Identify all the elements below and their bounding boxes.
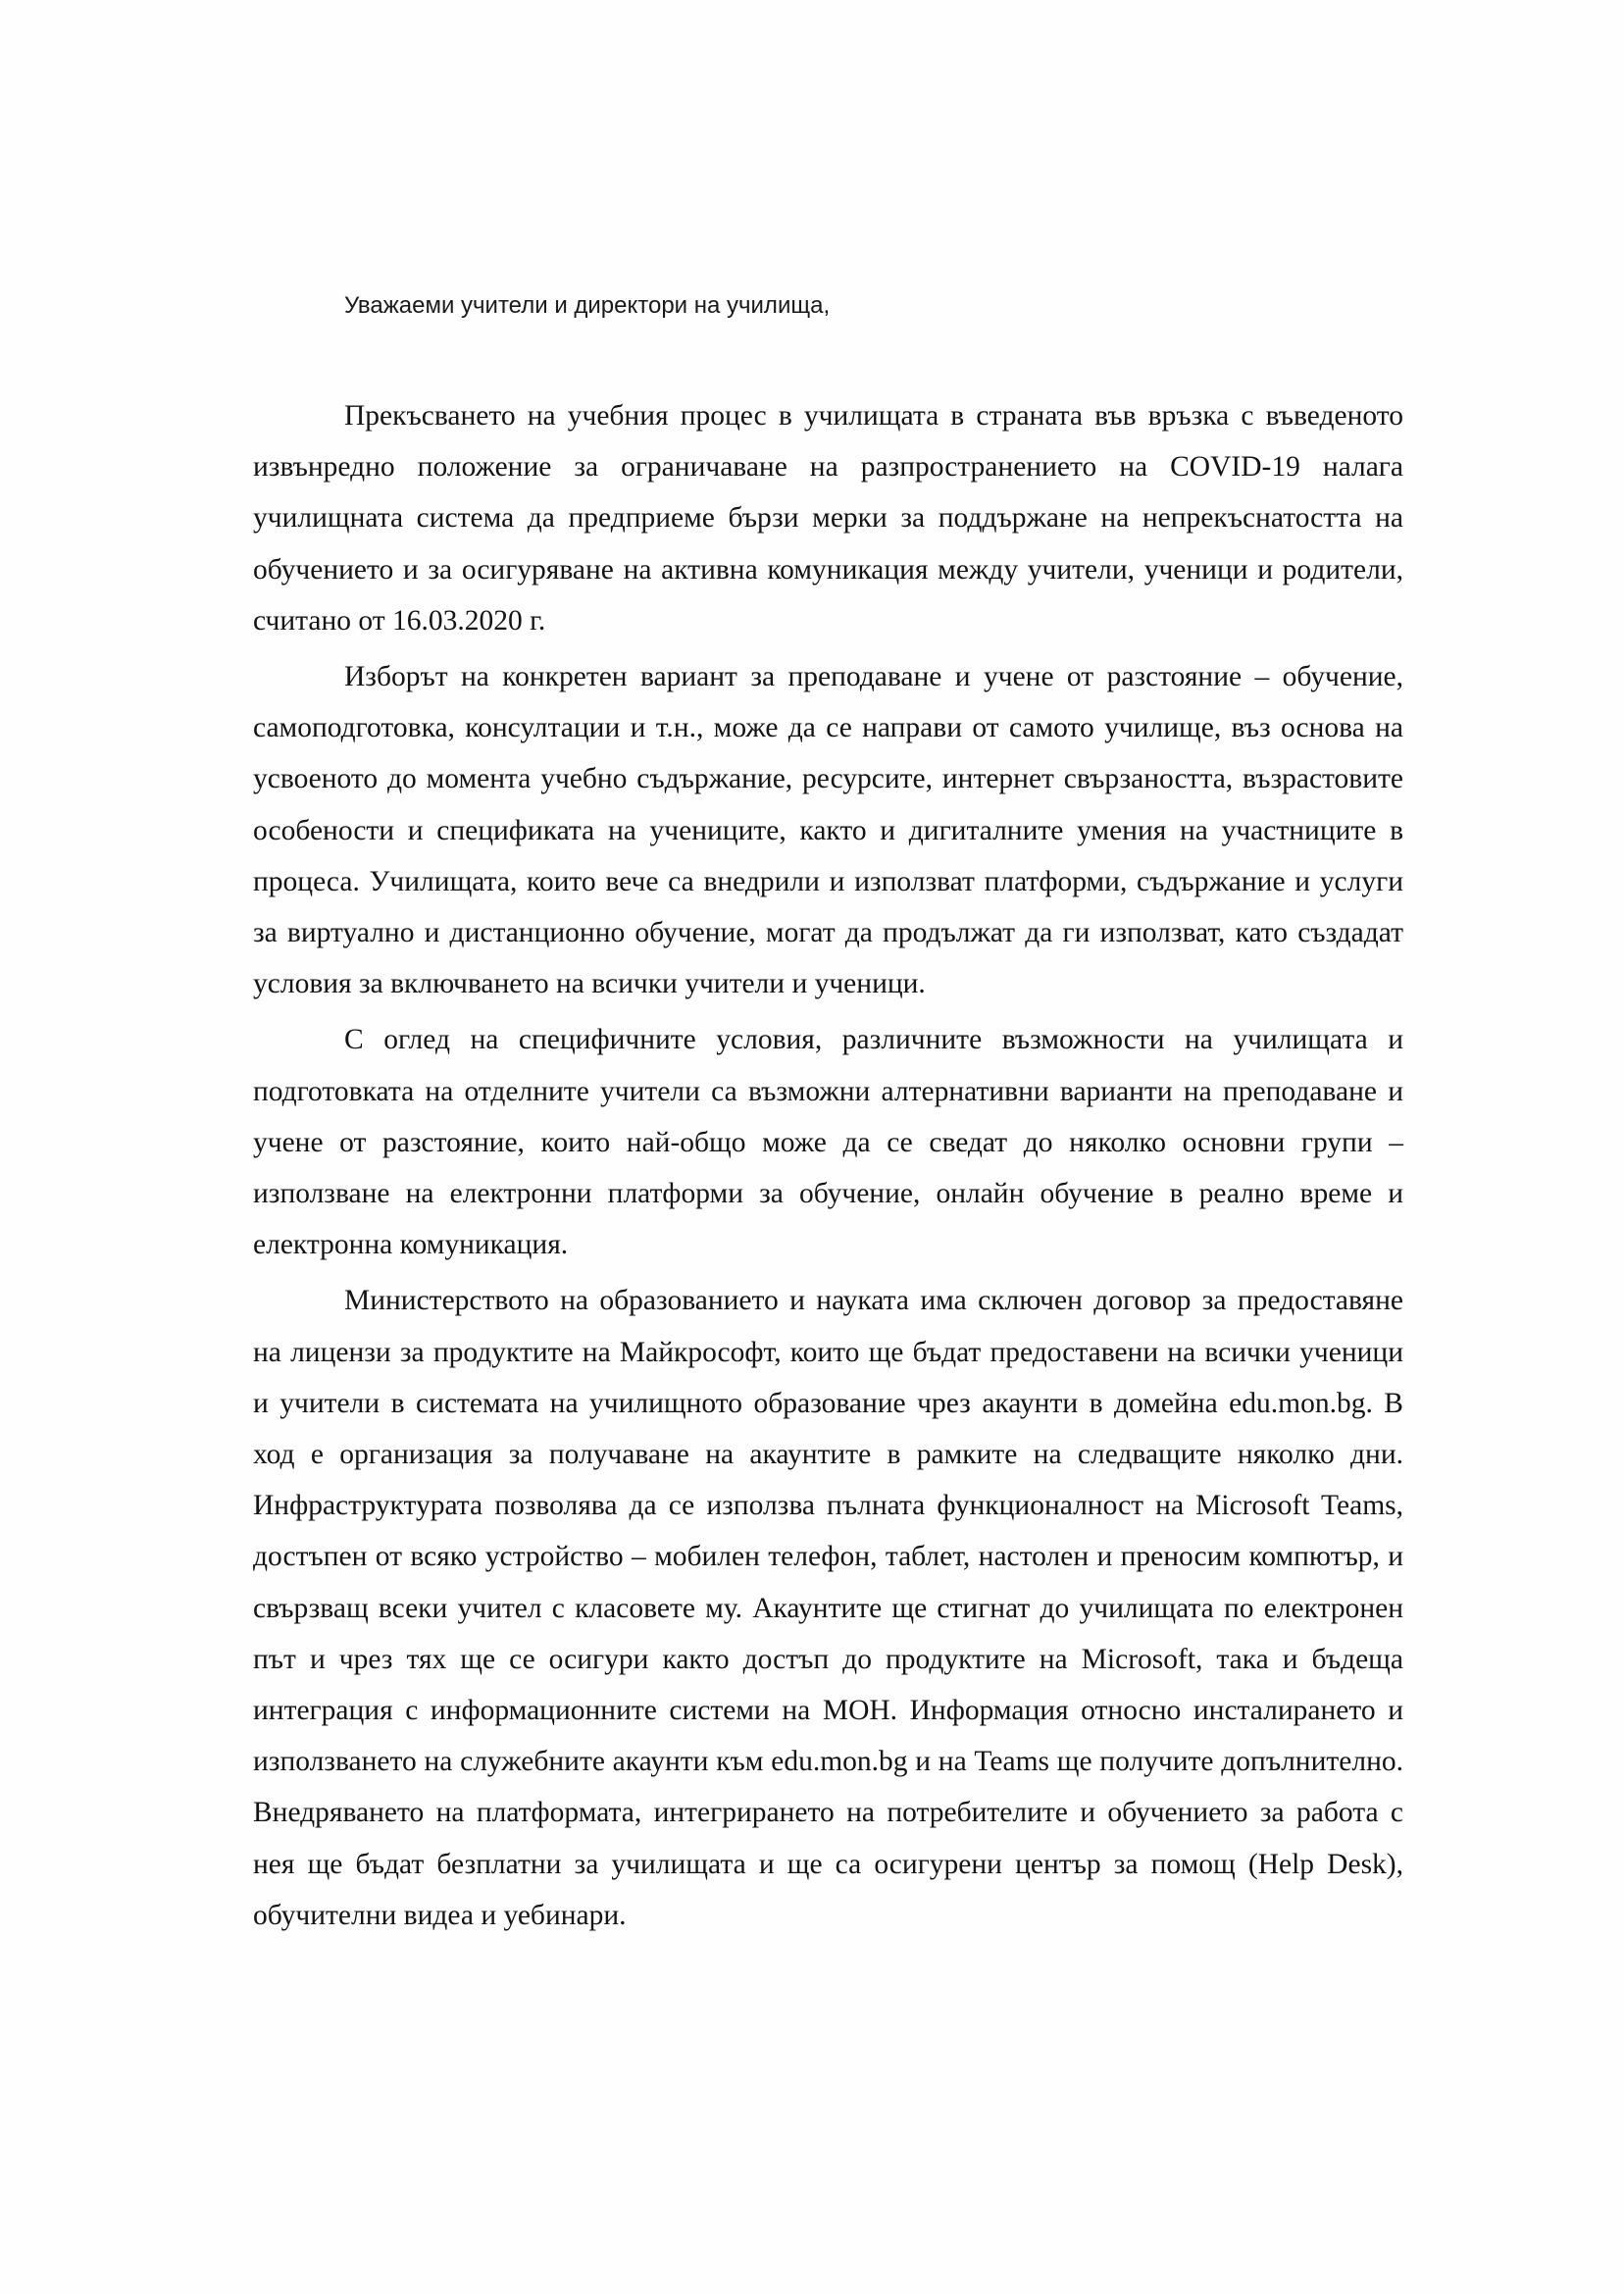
letter-body: [253, 390, 1403, 1946]
paragraph-covid-interruption: Прекъсването на учебния процес в училищата в страната във връзка с въведеното извънредно положение за ограничаване на разпространението на COVID-19 налага училищната система да предприеме бързи мерки за поддържане на непрекъснатостта на обучението и за осигуряване на активна комуникация между учители, ученици и родители, считано от 16.03.2020 г.: [253, 400, 1403, 637]
paragraph-microsoft-teams: Министерството на образованието и науката има сключен договор за предоставяне на лицензи за продуктите на Майкрософт, които ще бъдат предоставени на всички ученици и учители в системата на училищното образование чрез акаунти в домейна edu.mon.bg. В ход е организация за получаване на акаунтите в рамките на следващите няколко дни. Инфраструктурата позволява да се използва пълната функционалност на Microsoft Teams, достъпен от всяко устройство – мобилен телефон, таблет, настолен и преносим компютър, и свързващ всеки учител с класовете му. Акаунтите ще стигнат до училищата по електронен път и чрез тях ще се осигури както достъп до продуктите на Microsoft, така и бъдеща интеграция с информационните системи на МОН. Информация относно инсталирането и използването на служебните акаунти към edu.mon.bg и на Teams ще получите допълнително. Внедряването на платформата, интегрирането на потребителите и обучението за работа с нея ще бъдат безплатни за училищата и ще са осигурени център за помощ (Help Desk), обучителни видеа и уебинари.: [253, 1285, 1403, 1931]
paragraph-alternative-variants: С оглед на специфичните условия, различните възможности на училищата и подготовката на отделните учители са възможни алтернативни варианти на преподаване и учене от разстояние, които най-общо може да се сведат до няколко основни групи – използване на електронни платформи за обучение, онлайн обучение в реално време и електронна комуникация.: [253, 1024, 1403, 1261]
paragraph-distance-learning-options: Изборът на конкретен вариант за преподаване и учене от разстояние – обучение, самоподготовка, консултации и т.н., може да се направи от самото училище, въз основа на усвоеното до момента учебно съдържание, ресурсите, интернет свързаността, възрастовите особености и спецификата на учениците, както и дигиталните умения на участниците в процеса. Училищата, които вече са внедрили и използват платформи, съдържание и услуги за виртуално и дистанционно обучение, могат да продължат да ги използват, като създадат условия за включването на всички учители и ученици.: [253, 661, 1403, 1000]
letter-greeting: Уважаеми учители и директори на училища,: [344, 292, 831, 319]
